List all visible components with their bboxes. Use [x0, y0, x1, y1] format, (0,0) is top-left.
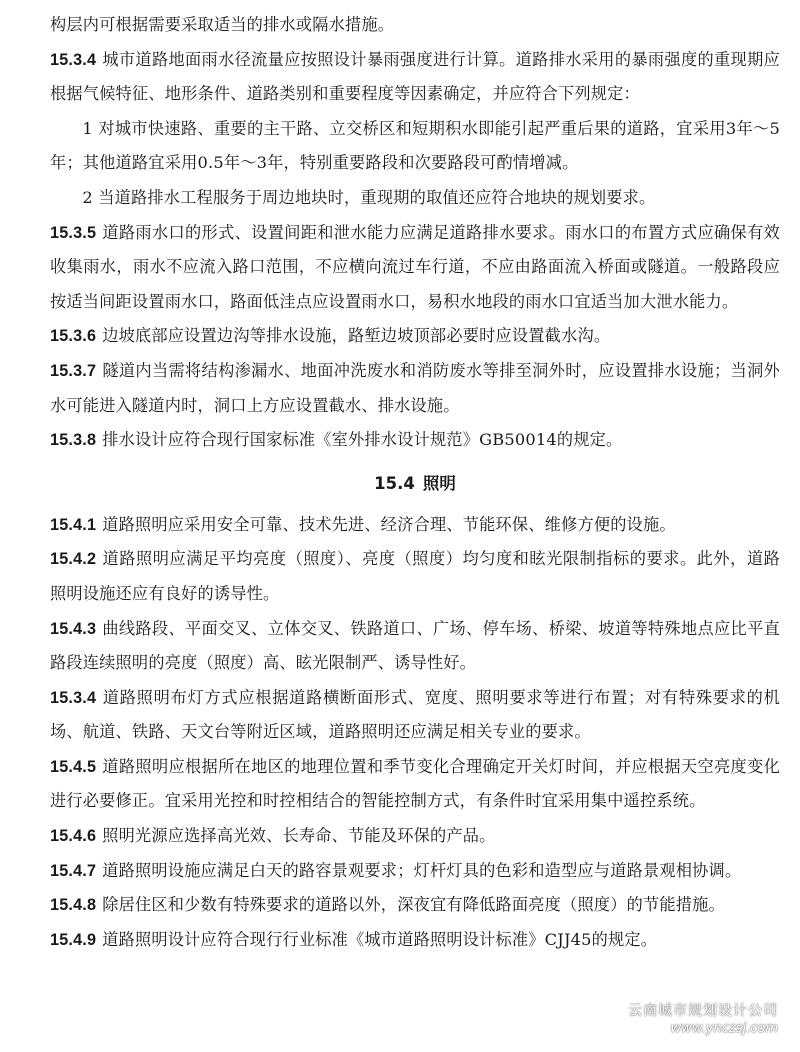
list-item-1 — [50, 112, 780, 181]
clause-number: 15.3.7 — [50, 361, 97, 380]
clause-number: 15.4.9 — [50, 930, 97, 949]
clause-number: 15.4.1 — [50, 515, 97, 534]
clause-text: 隧道内当需将结构渗漏水、地面冲洗废水和消防废水等排至洞外时，应设置排水设施；当洞外水可能进入隧道内时，洞口上方应设置截水、排水设施。 — [50, 360, 780, 415]
paragraph-continuation — [50, 8, 780, 43]
clause-text: 道路雨水口的形式、设置间距和泄水能力应满足道路排水要求。雨水口的布置方式应确保有效收集雨水，雨水不应流入路口范围，不应横向流过车行道，不应由路面流入桥面或隧道。一般路段应按适当间距设置雨水口，路面低洼点应设置雨水口，易积水地段的雨水口宜适当加大泄水能力。 — [50, 222, 780, 311]
clause-text: 城市道路地面雨水径流量应按照设计暴雨强度进行计算。道路排水采用的暴雨强度的重现期应根据气候特征、地形条件、道路类别和重要程度等因素确定，并应符合下列规定： — [50, 49, 780, 104]
section-heading — [50, 472, 780, 496]
section-title: 照明 — [422, 473, 456, 493]
clause-text: 道路照明应采用安全可靠、技术先进、经济合理、节能环保、维修方便的设施。 — [102, 514, 676, 534]
watermark-company-name: 云南城市规划设计公司 — [628, 1003, 778, 1019]
clause-15-3-6 — [50, 319, 780, 354]
list-item-2 — [50, 181, 780, 216]
clause-15-4-3 — [50, 612, 780, 681]
section-number: 15.4 — [374, 473, 415, 493]
paragraph-text: 构层内可根据需要采取适当的排水或隔水措施。 — [50, 15, 395, 34]
clause-number: 15.3.4 — [50, 50, 97, 69]
clause-15-4-9 — [50, 923, 780, 958]
list-item-text: 1 对城市快速路、重要的主干路、立交桥区和短期积水即能引起严重后果的道路，宜采用3年～5年；其他道路宜采用0.5年～3年，特别重要路段和次要路段可酌情增减。 — [50, 118, 780, 173]
clause-15-4-7 — [50, 854, 780, 889]
clause-number: 15.4.6 — [50, 827, 97, 846]
clause-15-3-4 — [50, 43, 780, 112]
document-page — [50, 8, 780, 957]
clause-15-3-8 — [50, 423, 780, 458]
clause-text: 曲线路段、平面交叉、立体交叉、铁路道口、广场、停车场、桥梁、坡道等特殊地点应比平直路段连续照明的亮度（照度）高、眩光限制严、诱导性好。 — [50, 618, 780, 673]
clause-15-4-5 — [50, 750, 780, 819]
clause-15-4-4 — [50, 681, 780, 750]
list-item-text: 2 当道路排水工程服务于周边地块时，重现期的取值还应符合地块的规划要求。 — [82, 187, 656, 207]
clause-text: 道路照明设计应符合现行行业标准《城市道路照明设计标准》CJJ45的规定。 — [102, 929, 658, 949]
clause-text: 排水设计应符合现行国家标准《室外排水设计规范》GB50014的规定。 — [102, 430, 623, 450]
clause-15-4-8 — [50, 888, 780, 923]
clause-number: 15.3.5 — [50, 223, 97, 242]
clause-number: 15.3.8 — [50, 431, 97, 450]
clause-15-3-5 — [50, 216, 780, 320]
clause-15-4-6 — [50, 819, 780, 854]
clause-15-3-7 — [50, 354, 780, 423]
clause-15-4-1 — [50, 508, 780, 543]
clause-text: 道路照明应根据所在地区的地理位置和季节变化合理确定开关灯时间，并应根据天空亮度变化进行必要修正。宜采用光控和时控相结合的智能控制方式，有条件时宜采用集中遥控系统。 — [50, 756, 780, 811]
clause-number: 15.4.8 — [50, 896, 97, 915]
clause-text: 照明光源应选择高光效、长寿命、节能及环保的产品。 — [102, 826, 496, 846]
clause-text: 道路照明设施应满足白天的路容景观要求；灯杆灯具的色彩和造型应与道路景观相协调。 — [102, 860, 742, 880]
clause-text: 边坡底部应设置边沟等排水设施，路堑边坡顶部必要时应设置截水沟。 — [102, 326, 611, 346]
clause-number: 15.3.6 — [50, 327, 97, 346]
clause-text: 道路照明应满足平均亮度（照度）、亮度（照度）均匀度和眩光限制指标的要求。此外，道路照明设施还应有良好的诱导性。 — [50, 549, 780, 603]
watermark-url: www.ynczsj.com — [670, 1021, 778, 1036]
clause-text: 道路照明布灯方式应根据道路横断面形式、宽度、照明要求等进行布置；对有特殊要求的机场、航道、铁路、天文台等附近区域，道路照明还应满足相关专业的要求。 — [50, 687, 780, 742]
clause-text: 除居住区和少数有特殊要求的道路以外，深夜宜有降低路面亮度（照度）的节能措施。 — [102, 895, 725, 915]
clause-number: 15.4.2 — [50, 550, 97, 569]
clause-15-4-2 — [50, 542, 780, 611]
clause-number: 15.4.7 — [50, 861, 97, 880]
clause-number: 15.4.3 — [50, 619, 97, 638]
site-watermark — [628, 1002, 778, 1038]
clause-number: 15.4.5 — [50, 757, 97, 776]
clause-number: 15.3.4 — [50, 688, 97, 707]
